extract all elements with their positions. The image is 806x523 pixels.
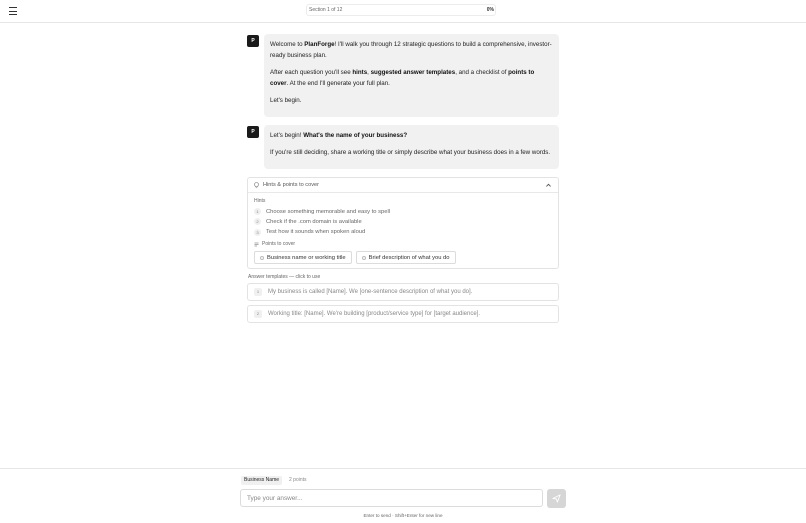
- points-count: 2 points: [289, 477, 307, 483]
- message-text: After each question you'll see: [270, 69, 353, 76]
- message-bold-text: points to cover: [270, 69, 535, 87]
- menu-icon[interactable]: [9, 6, 19, 16]
- templates-heading: Answer templates — click to use: [248, 274, 321, 281]
- hint-item: [254, 207, 552, 217]
- point-chip-label: Business name or working title: [267, 254, 346, 261]
- hint-number: 3: [254, 229, 261, 236]
- message-bubble: [264, 34, 559, 117]
- progress-percent: 0%: [486, 7, 494, 13]
- message-text: ! I'll walk you through 12 strategic questions to build a comprehensive, investor-ready business plan.: [270, 41, 552, 59]
- message-paragraph: [270, 148, 553, 159]
- progress-indicator: [306, 4, 496, 16]
- hint-number: 1: [254, 208, 261, 215]
- answer-input[interactable]: [240, 489, 543, 507]
- hint-item: [254, 217, 552, 227]
- circle-icon: [260, 256, 264, 260]
- message-bold-text: What's the name of your business?: [303, 131, 408, 139]
- hint-item: [254, 227, 552, 237]
- answer-template[interactable]: [247, 305, 559, 323]
- avatar: P: [247, 126, 259, 138]
- message-bold-text: PlanForge: [304, 41, 335, 48]
- message-text: . At the end I'll generate your full plan.: [286, 79, 390, 87]
- hints-panel-body: [248, 193, 558, 269]
- hint-number: 2: [254, 218, 261, 225]
- section-tag: Business Name: [241, 476, 282, 485]
- message-text: Let's begin.: [270, 97, 302, 104]
- hints-panel-header[interactable]: [248, 178, 558, 193]
- point-chip-label: Brief description of what you do: [368, 254, 450, 261]
- circle-icon: [362, 256, 366, 260]
- answer-template[interactable]: [247, 283, 559, 301]
- message-text: ,: [367, 69, 371, 76]
- message-paragraph: [270, 40, 553, 61]
- message-paragraph: [270, 96, 553, 107]
- points-chip-list: [254, 251, 552, 264]
- message-bold-text: hints: [352, 69, 368, 76]
- template-number: 1: [254, 288, 262, 296]
- message-text: If you're still deciding, share a working title or simply describe what your business does in a few words.: [270, 149, 551, 156]
- template-number: 2: [254, 310, 262, 318]
- top-bar: [0, 0, 806, 23]
- message-text: Let's begin!: [270, 131, 304, 139]
- composer: [0, 468, 806, 523]
- avatar: P: [247, 35, 259, 47]
- template-text: Working title: [Name]. We're building [product/service type] for [target audience].: [268, 311, 481, 318]
- point-chip[interactable]: [356, 251, 456, 264]
- hint-text: Test how it sounds when spoken aloud: [266, 229, 366, 236]
- assistant-message: [247, 125, 559, 169]
- points-heading-row: [254, 240, 552, 248]
- message-paragraph: [270, 131, 553, 142]
- message-bold-text: suggested answer templates: [370, 69, 456, 76]
- points-heading: Points to cover: [262, 241, 296, 248]
- hint-text: Check if the .com domain is available: [266, 218, 362, 225]
- message-paragraph: [270, 68, 553, 89]
- lightbulb-icon: [254, 182, 259, 189]
- checklist-icon: [254, 242, 259, 247]
- send-icon: [552, 494, 561, 503]
- message-text: Welcome to: [270, 41, 305, 48]
- hints-panel: [247, 177, 559, 270]
- chevron-up-icon[interactable]: [545, 182, 552, 188]
- message-bubble: [264, 125, 559, 169]
- template-text: My business is called [Name]. We [one-sentence description of what you do].: [268, 289, 473, 296]
- keyboard-hint: Enter to send · Shift+Enter for new line: [363, 513, 443, 518]
- point-chip[interactable]: [254, 251, 352, 264]
- message-text: , and a checklist of: [455, 69, 509, 76]
- progress-label: Section 1 of 12: [309, 7, 343, 13]
- assistant-message: [247, 34, 559, 117]
- send-button[interactable]: [547, 489, 566, 508]
- chat-thread: [247, 34, 559, 327]
- hints-heading: Hints: [254, 197, 266, 204]
- hint-text: Choose something memorable and easy to spell: [266, 208, 391, 215]
- hints-panel-title: Hints & points to cover: [263, 181, 319, 188]
